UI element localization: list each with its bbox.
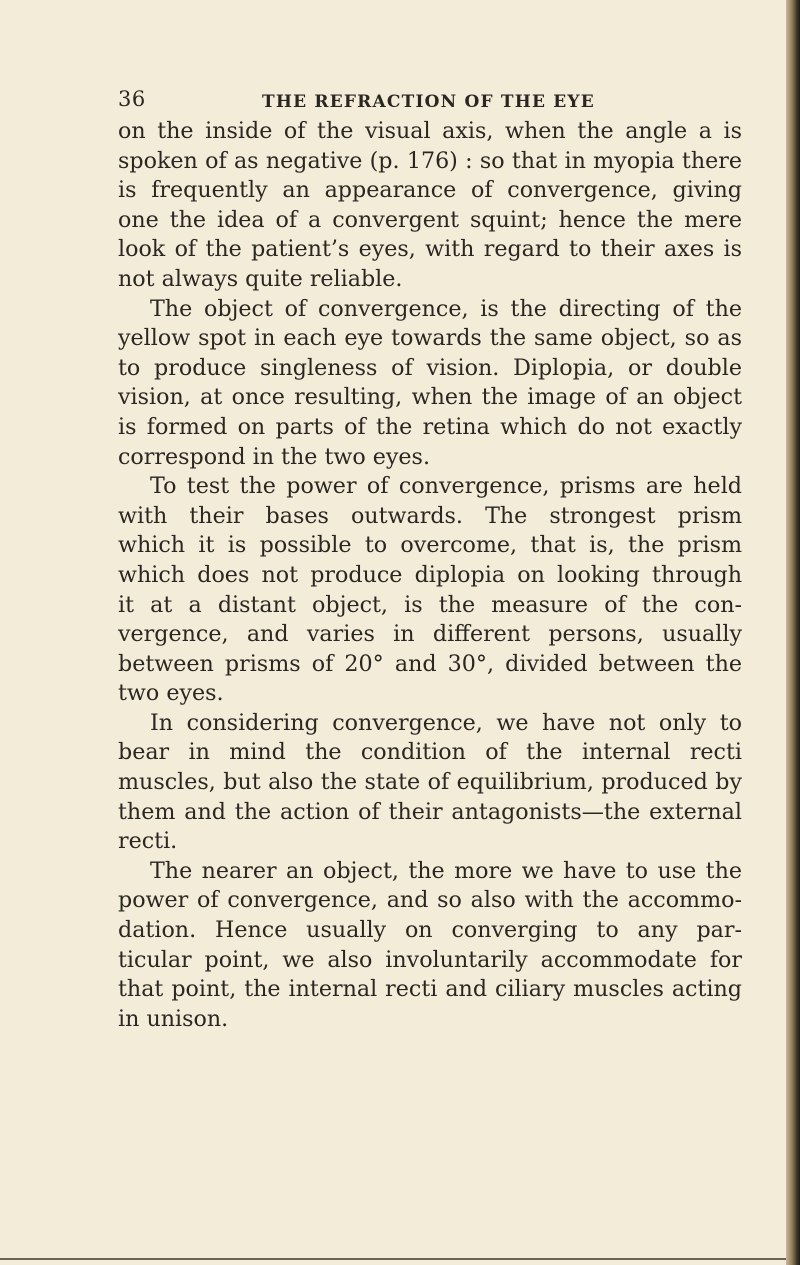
text-line: power of convergence, and so also with the accommo-	[118, 887, 742, 914]
text-line: with their bases outwards. The strongest prism	[118, 502, 742, 529]
text-line: between prisms of 20° and 30°, divided between the	[118, 650, 742, 677]
text-line: not always quite reliable.	[118, 265, 403, 292]
text-line: ticular point, we also involuntarily accommodate for	[118, 946, 742, 973]
text-line: muscles, but also the state of equilibrium, produced by	[118, 769, 742, 796]
page-edge	[786, 0, 800, 1265]
text-line: in unison.	[118, 1005, 229, 1032]
bottom-rule	[0, 1258, 786, 1260]
text-line: correspond in the two eyes.	[118, 443, 431, 470]
text-line: which it is possible to overcome, that is, the prism	[118, 532, 742, 559]
text-line: The object of convergence, is the directing of the	[150, 295, 742, 322]
text-line: bear in mind the condition of the internal recti	[118, 739, 742, 766]
text-line: which does not produce diplopia on looking through	[118, 561, 742, 588]
text-line: that point, the internal recti and ciliary muscles acting	[118, 976, 742, 1003]
text-line: it at a distant object, is the measure of the con-	[118, 591, 742, 618]
text-line: on the inside of the visual axis, when the angle a is	[118, 118, 742, 144]
text-line: spoken of as negative (p. 176) : so that in myopia there	[118, 147, 742, 174]
text-line: The nearer an object, the more we have to use the	[150, 857, 742, 884]
page-number: 36	[118, 87, 146, 111]
text-line: recti.	[118, 828, 178, 855]
text-line: yellow spot in each eye towards the same object, so as	[118, 325, 742, 352]
text-line: is formed on parts of the retina which do not exactly	[118, 413, 742, 440]
text-line: is frequently an appearance of convergence, giving	[118, 177, 742, 204]
text-line: In considering convergence, we have not only to	[150, 709, 742, 736]
text-line: two eyes.	[118, 680, 224, 707]
running-title: THE REFRACTION OF THE EYE	[262, 92, 595, 112]
text-line: vergence, and varies in different persons, usually	[118, 621, 742, 648]
text-line: them and the action of their antagonists—the external	[118, 798, 742, 825]
text-line: look of the patient’s eyes, with regard to their axes is	[118, 236, 742, 263]
text-line: To test the power of convergence, prisms are held	[150, 473, 742, 500]
text-line: vision, at once resulting, when the image of an object	[118, 384, 742, 411]
text-line: dation. Hence usually on converging to any par-	[118, 917, 742, 944]
text-line: to produce singleness of vision. Diplopia, or double	[118, 354, 742, 381]
text-line: one the idea of a convergent squint; hence the mere	[118, 206, 742, 233]
body-text	[118, 117, 742, 1034]
